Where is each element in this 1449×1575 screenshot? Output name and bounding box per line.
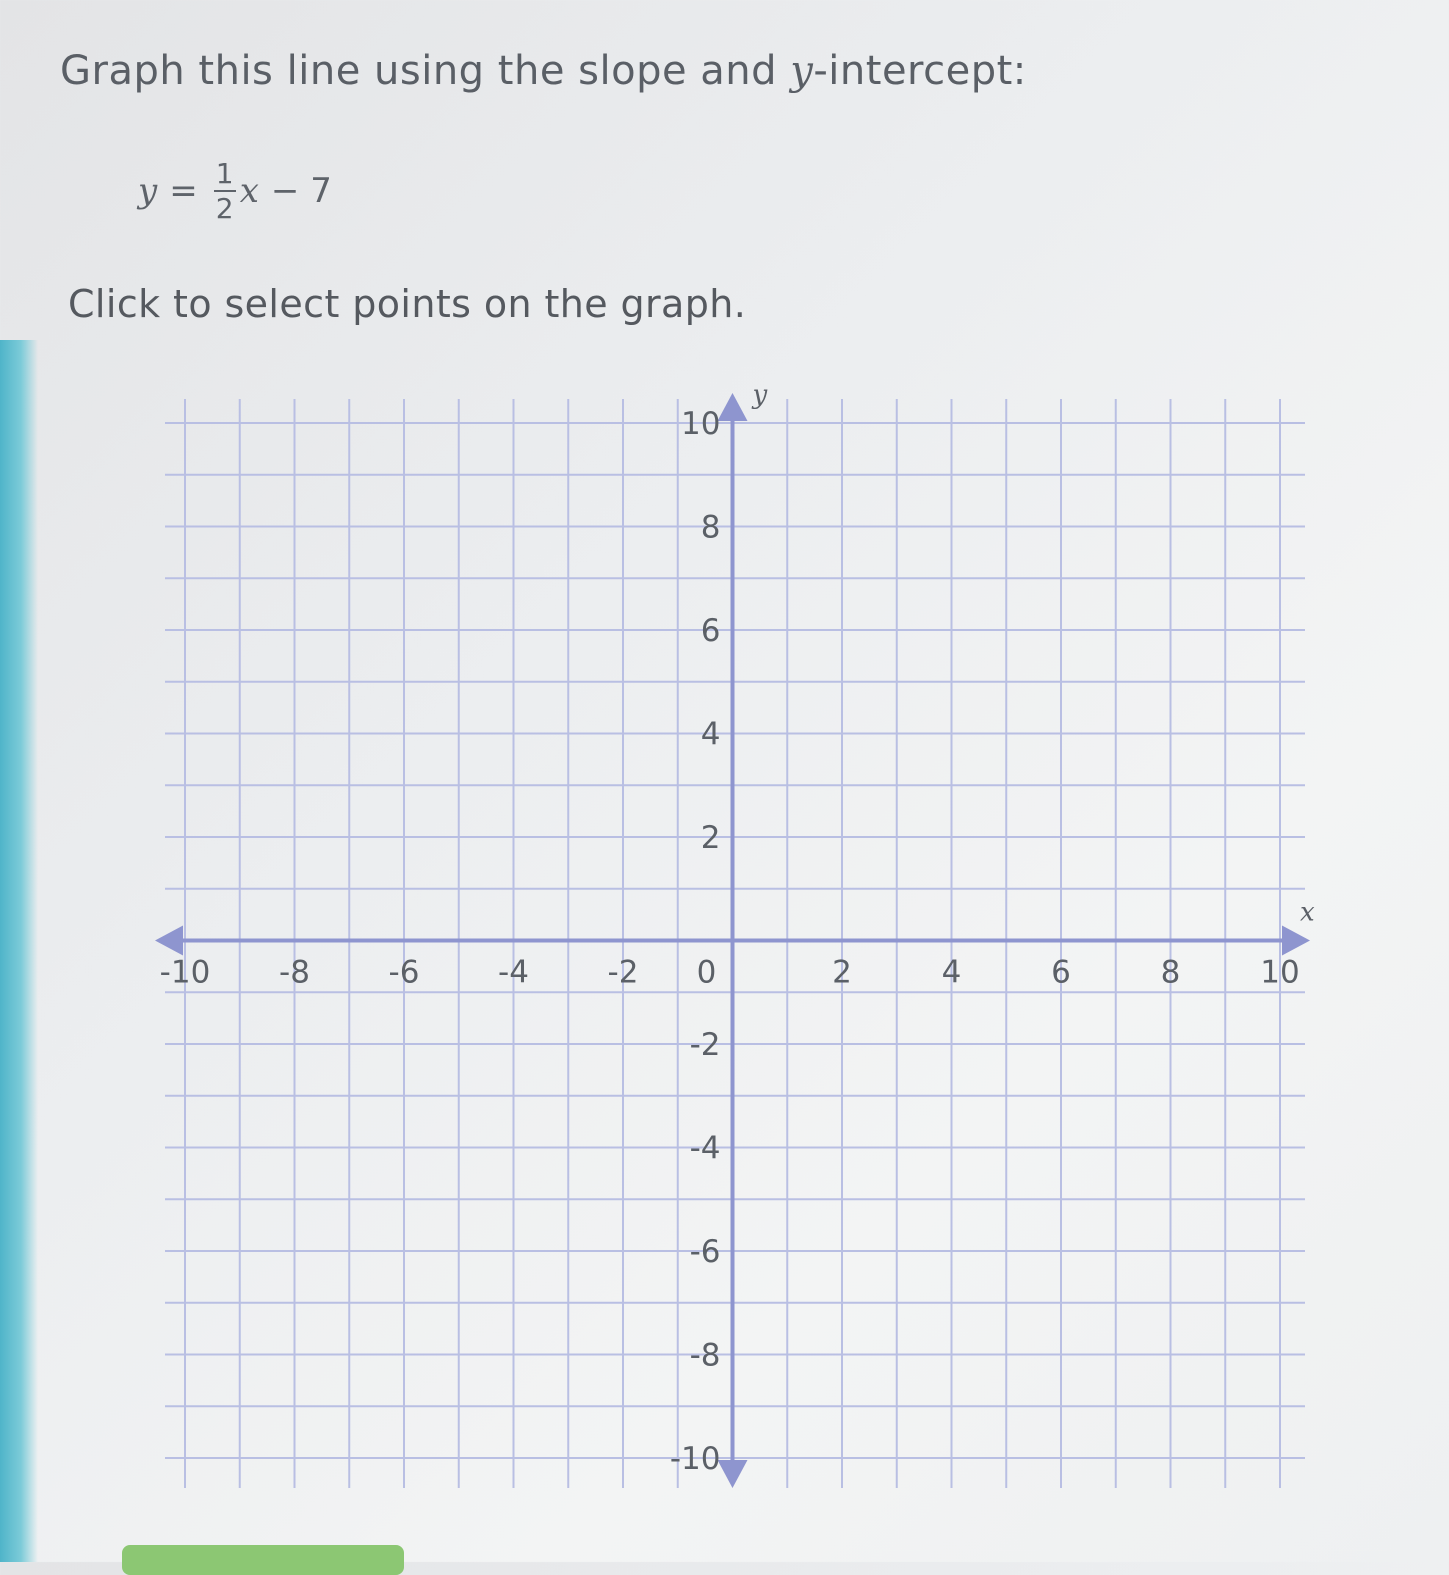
y-tick-label: 10 (681, 406, 721, 442)
y-tick-label: 4 (700, 716, 721, 753)
x-tick-label: -8 (279, 954, 310, 991)
coordinate-graph[interactable] (150, 375, 1330, 1500)
equation-rest: − 7 (270, 171, 332, 211)
x-tick-label: 10 (1260, 954, 1300, 991)
check-button[interactable] (122, 1545, 404, 1575)
side-accent-bar (0, 340, 38, 1562)
x-tick-label: 4 (941, 954, 962, 991)
x-tick-label: -4 (498, 954, 529, 991)
y-tick-label: 2 (700, 820, 721, 856)
fraction-numerator: 1 (215, 156, 234, 190)
y-tick-label: -6 (689, 1234, 721, 1270)
y-tick-label: 6 (700, 613, 721, 649)
x-tick-label: -6 (388, 954, 420, 991)
x-axis-right-arrow (1282, 926, 1310, 956)
y-tick-label: -10 (669, 1441, 721, 1477)
x-tick-label: -2 (607, 954, 639, 991)
y-axis-label: y (752, 380, 768, 410)
x-tick-label: 0 (696, 954, 717, 991)
x-tick-label: 6 (1051, 954, 1071, 991)
question-prompt (60, 48, 1027, 94)
equation-lhs: y (138, 171, 158, 211)
slope-fraction (214, 156, 236, 225)
x-tick-label: 2 (832, 954, 852, 991)
fraction-denominator: 2 (215, 192, 234, 225)
prompt-var: y (790, 48, 814, 94)
prompt-tail: -intercept: (813, 48, 1027, 94)
x-tick-label: -10 (159, 954, 211, 991)
y-tick-label: -2 (689, 1027, 721, 1063)
equation-equals: = (169, 171, 198, 211)
y-axis-up-arrow (718, 393, 748, 421)
x-axis-left-arrow (155, 926, 183, 956)
equation (138, 146, 332, 236)
prompt-lead: Graph this line using the slope and (60, 48, 791, 94)
y-tick-label: -8 (689, 1337, 721, 1374)
x-axis-label: x (1300, 897, 1315, 928)
y-tick-label: 8 (700, 509, 721, 546)
x-tick-label: 8 (1160, 954, 1181, 991)
instruction-text: Click to select points on the graph. (68, 282, 747, 326)
equation-x: x (239, 171, 259, 211)
y-tick-label: -4 (689, 1130, 721, 1167)
y-axis-down-arrow (718, 1460, 748, 1488)
